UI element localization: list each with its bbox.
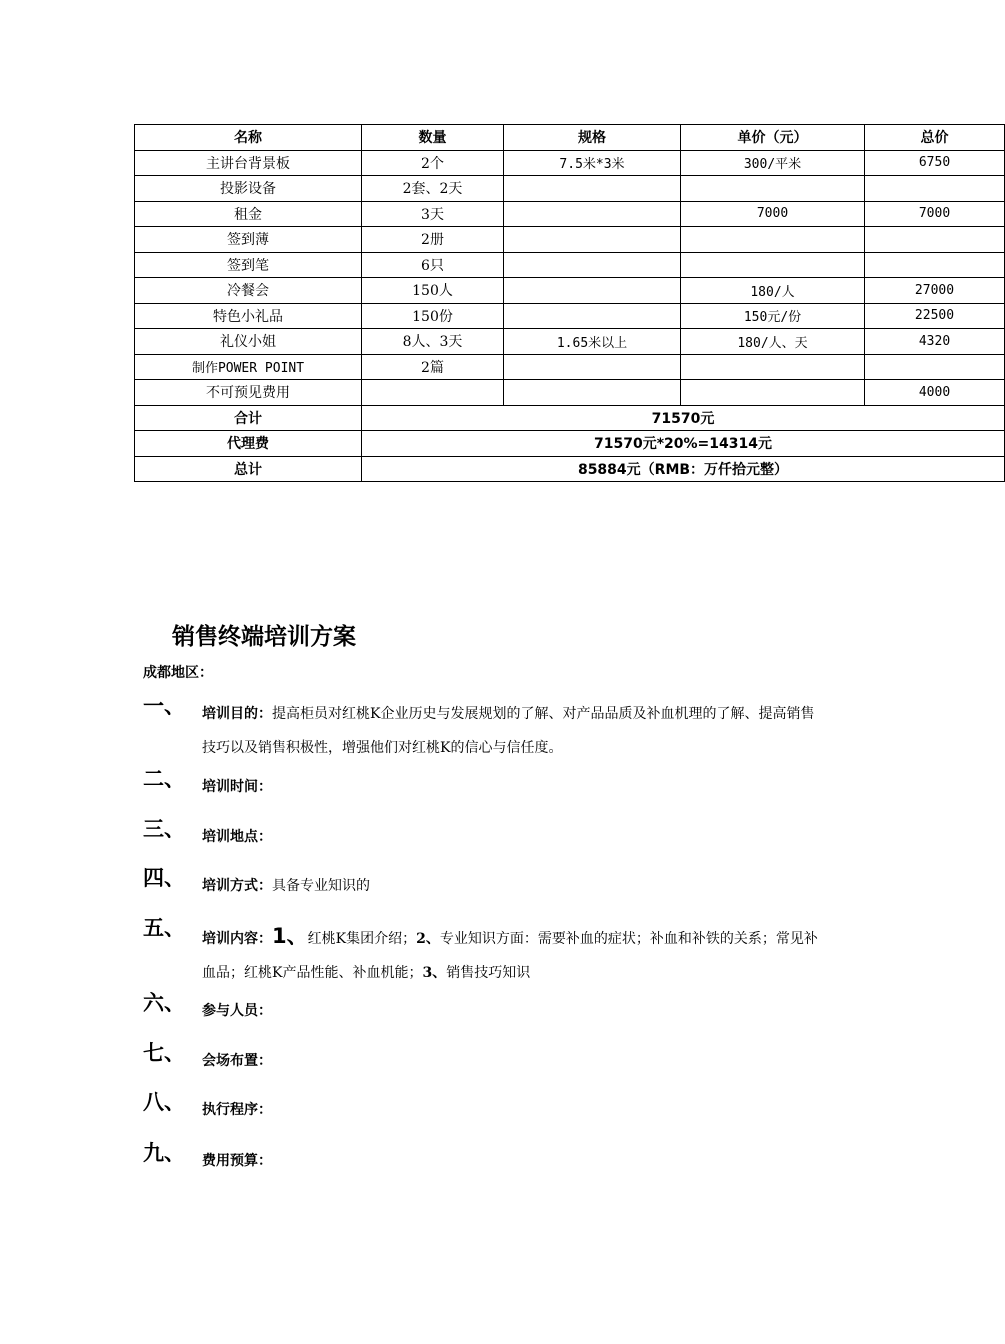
item-text: 专业知识方面：需要补血的症状；补血和补铁的关系；常见补血品；红桃K产品性能、补血机能； (202, 931, 818, 981)
section-venue-setup (143, 1041, 823, 1078)
summary-value: 71570元 (362, 405, 1005, 431)
summary-label: 总计 (135, 456, 362, 482)
summary-label: 合计 (135, 405, 362, 431)
header-name: 名称 (135, 125, 362, 151)
section-label: 参与人员： (202, 1003, 272, 1019)
item-text: 销售技巧知识 (446, 965, 531, 981)
cell-spec (504, 176, 681, 202)
section-label: 会场布置： (202, 1053, 272, 1069)
cell-unit (681, 380, 865, 406)
section-procedure (143, 1090, 823, 1127)
section-label: 培训目的： (202, 706, 272, 722)
cell-name: 主讲台背景板 (135, 150, 362, 176)
cell-total (865, 252, 1005, 278)
table-row (135, 201, 1005, 227)
section-number: 七、 (143, 1041, 185, 1065)
cell-qty: 150份 (362, 303, 504, 329)
cell-name: 礼仪小姐 (135, 329, 362, 355)
cell-unit (681, 227, 865, 253)
cell-name: 租金 (135, 201, 362, 227)
table-row (135, 303, 1005, 329)
table-row (135, 227, 1005, 253)
cell-qty: 2篇 (362, 354, 504, 380)
table-row (135, 329, 1005, 355)
section-label: 费用预算： (202, 1153, 272, 1169)
cell-unit (681, 252, 865, 278)
table-row (135, 176, 1005, 202)
cell-qty: 2套、2天 (362, 176, 504, 202)
section-label: 培训地点： (202, 829, 272, 845)
header-unit-price: 单价（元） (681, 125, 865, 151)
table-header-row (135, 125, 1005, 151)
item-text: 红桃K集团介绍； (307, 931, 417, 947)
cell-name: 冷餐会 (135, 278, 362, 304)
table-row (135, 278, 1005, 304)
summary-row-grand-total (135, 456, 1005, 482)
cell-qty (362, 380, 504, 406)
section-number: 五、 (143, 916, 185, 940)
cell-spec (504, 303, 681, 329)
cell-total: 4320 (865, 329, 1005, 355)
table-row (135, 150, 1005, 176)
cell-total: 27000 (865, 278, 1005, 304)
cell-name: 签到薄 (135, 227, 362, 253)
section-time (143, 767, 823, 804)
header-total-price: 总价 (865, 125, 1005, 151)
section-number: 六、 (143, 991, 185, 1015)
section-label: 培训方式： (202, 878, 272, 894)
section-method (143, 866, 823, 903)
cell-qty: 6只 (362, 252, 504, 278)
table-row (135, 380, 1005, 406)
section-number: 四、 (143, 866, 185, 890)
section-label: 培训时间： (202, 779, 272, 795)
doc-title: 销售终端培训方案 (172, 624, 356, 650)
item-number: 1、 (272, 924, 308, 948)
cell-total: 7000 (865, 201, 1005, 227)
cell-qty: 150人 (362, 278, 504, 304)
region-label: 成都地区： (143, 665, 213, 681)
section-participants (143, 991, 823, 1028)
section-text: 具备专业知识的 (272, 878, 370, 894)
cell-unit (681, 354, 865, 380)
cell-spec (504, 227, 681, 253)
cell-spec (504, 354, 681, 380)
section-budget (143, 1141, 823, 1178)
cell-unit: 150元/份 (681, 303, 865, 329)
header-quantity: 数量 (362, 125, 504, 151)
budget-table (134, 124, 1005, 482)
summary-row-subtotal (135, 405, 1005, 431)
section-number: 二、 (143, 767, 185, 791)
cell-unit (681, 176, 865, 202)
cell-name: 制作POWER POINT (135, 354, 362, 380)
section-location (143, 817, 823, 854)
cell-total: 6750 (865, 150, 1005, 176)
section-purpose (143, 694, 823, 765)
section-text: 提高柜员对红桃K企业历史与发展规划的了解、对产品品质及补血机理的了解、提高销售技巧以及销售积极性，增强他们对红桃K的信心与信任度。 (202, 706, 815, 756)
cell-unit: 180/人 (681, 278, 865, 304)
cell-spec (504, 201, 681, 227)
cell-spec: 1.65米以上 (504, 329, 681, 355)
section-content (143, 916, 823, 990)
header-spec: 规格 (504, 125, 681, 151)
cell-qty: 2册 (362, 227, 504, 253)
section-number: 一、 (143, 694, 185, 718)
cell-total (865, 176, 1005, 202)
item-number: 2、 (416, 931, 440, 947)
cell-name: 投影设备 (135, 176, 362, 202)
table-row (135, 252, 1005, 278)
cell-total: 4000 (865, 380, 1005, 406)
section-label: 执行程序： (202, 1102, 272, 1118)
cell-spec (504, 278, 681, 304)
cell-spec: 7.5米*3米 (504, 150, 681, 176)
cell-unit: 7000 (681, 201, 865, 227)
cell-qty: 8人、3天 (362, 329, 504, 355)
cell-unit: 300/平米 (681, 150, 865, 176)
cell-unit: 180/人、天 (681, 329, 865, 355)
cell-name: 不可预见费用 (135, 380, 362, 406)
cell-name: 特色小礼品 (135, 303, 362, 329)
section-number: 三、 (143, 817, 185, 841)
cell-spec (504, 252, 681, 278)
cell-total: 22500 (865, 303, 1005, 329)
summary-row-agency-fee (135, 431, 1005, 457)
cell-total (865, 354, 1005, 380)
item-number: 3、 (422, 965, 447, 981)
cell-qty: 3天 (362, 201, 504, 227)
cell-spec (504, 380, 681, 406)
table-row (135, 354, 1005, 380)
summary-value: 71570元*20%=14314元 (362, 431, 1005, 457)
cell-total (865, 227, 1005, 253)
section-number: 九、 (143, 1141, 185, 1165)
summary-label: 代理费 (135, 431, 362, 457)
section-label: 培训内容： (202, 931, 272, 947)
cell-name: 签到笔 (135, 252, 362, 278)
cell-qty: 2个 (362, 150, 504, 176)
section-number: 八、 (143, 1090, 185, 1114)
summary-value: 85884元（RMB：万仟拾元整） (362, 456, 1005, 482)
